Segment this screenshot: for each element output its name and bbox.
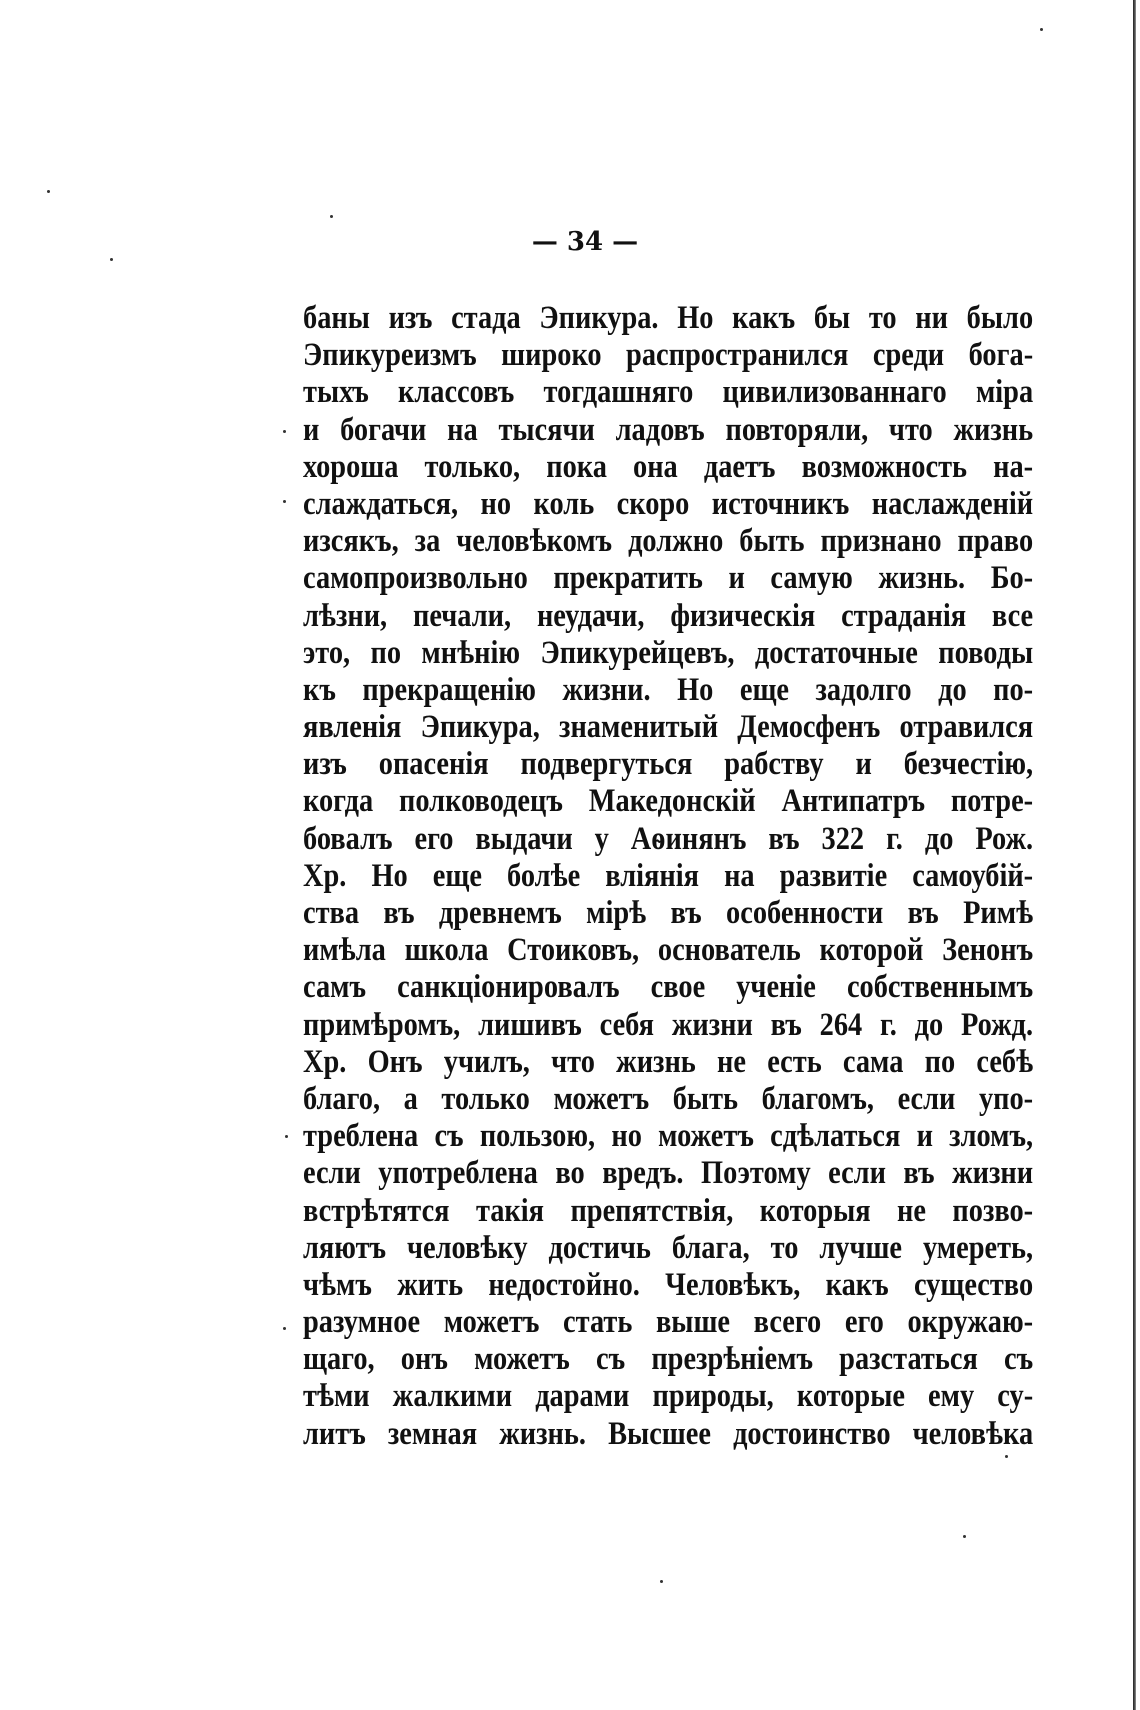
text-line: изсякъ, за человѣкомъ должно быть признано право (303, 523, 1034, 560)
scan-speck (47, 190, 50, 193)
text-line: самопроизвольно прекратить и самую жизнь. Бо- (303, 560, 1034, 597)
text-line: когда полководецъ Македонскій Антипатръ потре- (303, 783, 1034, 820)
text-line: имѣла школа Стоиковъ, основатель которой Зенонъ (303, 932, 1034, 969)
text-line: Хр. Но еще болѣе вліянія на развитіе самоубій- (303, 857, 1034, 894)
scan-speck (330, 215, 333, 218)
text-line: треблена съ пользою, но можетъ сдѣлаться и зломъ, (303, 1118, 1034, 1155)
scan-speck (1040, 28, 1043, 31)
text-line: если употреблена во вредъ. Поэтому если въ жизни (303, 1155, 1034, 1192)
text-line: щаго, онъ можетъ съ презрѣніемъ разстаться съ (303, 1341, 1034, 1378)
text-line: ства въ древнемъ мірѣ въ особенности въ Римѣ (303, 895, 1034, 931)
text-line: благо, а только можетъ быть благомъ, если упо- (303, 1080, 1034, 1117)
text-line: тѣми жалкими дарами природы, которые ему су- (303, 1378, 1034, 1415)
page-number: — 34 — (531, 227, 639, 257)
text-line: самъ санкціонировалъ свое ученіе собственнымъ (303, 969, 1034, 1006)
text-line: Хр. Онъ училъ, что жизнь не есть сама по себѣ (303, 1043, 1034, 1080)
scan-speck (285, 1135, 288, 1138)
body-text (303, 300, 1033, 1453)
text-line: чѣмъ жить недостойно. Человѣкъ, какъ существо (303, 1266, 1034, 1303)
text-line: бовалъ его выдачи у Аѳинянъ въ 322 г. до Рож. (303, 820, 1034, 857)
scan-speck (283, 430, 286, 433)
text-line: баны изъ стада Эпикура. Но какъ бы то ни было (303, 300, 1034, 336)
scan-speck (660, 1580, 663, 1583)
text-line: хороша только, пока она даетъ возможность на- (303, 448, 1034, 485)
text-line: примѣромъ, лишивъ себя жизни въ 264 г. до Рожд. (303, 1006, 1034, 1043)
scan-speck (1005, 1455, 1008, 1458)
text-line: встрѣтятся такія препятствія, которыя не позво- (303, 1192, 1034, 1229)
scan-speck (283, 500, 286, 503)
text-line: разумное можетъ стать выше всего его окружаю- (303, 1304, 1034, 1341)
text-line: это, по мнѣнію Эпикурейцевъ, достаточные поводы (303, 634, 1034, 671)
text-line: и богачи на тысячи ладовъ повторяли, что жизнь (303, 411, 1034, 448)
text-line: Эпикуреизмъ широко распространился среди бога- (303, 337, 1034, 374)
text-line: явленія Эпикура, знаменитый Демосфенъ отравился (303, 709, 1034, 746)
text-line: изъ опасенія подвергуться рабству и безчестію, (303, 746, 1034, 783)
text-line: литъ земная жизнь. Высшее достоинство человѣка (303, 1415, 1034, 1452)
scan-speck (963, 1535, 966, 1538)
text-line: лѣзни, печали, неудачи, физическія страданія все (303, 597, 1034, 634)
text-line: ляютъ человѣку достичь блага, то лучше умереть, (303, 1229, 1034, 1266)
text-line: слаждаться, но коль скоро источникъ наслажденій (303, 485, 1034, 522)
scan-speck (283, 1327, 286, 1330)
text-line: къ прекращенію жизни. Но еще задолго до по- (303, 671, 1034, 708)
text-line: тыхъ классовъ тогдашняго цивилизованнаго міра (303, 374, 1034, 411)
